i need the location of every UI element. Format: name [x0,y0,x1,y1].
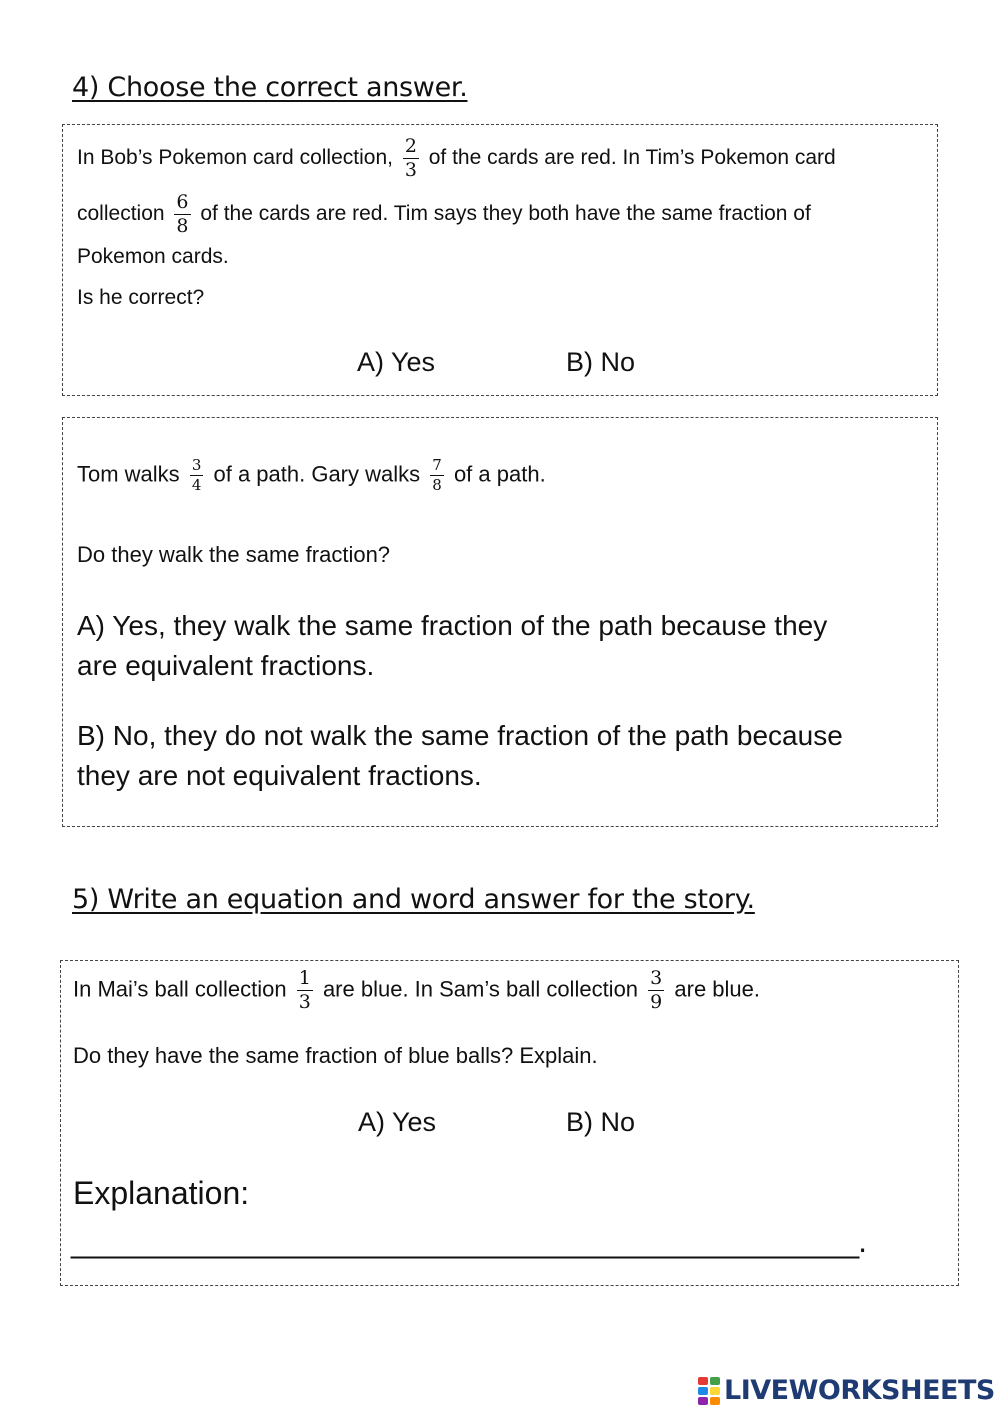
question-box-pokemon [62,124,938,396]
question-text: of a path. Gary walks [213,461,421,487]
answer-option-yes[interactable]: A) Yes [358,1107,437,1137]
fraction-six-eighths [174,193,190,236]
logo-square [698,1377,708,1385]
fraction-two-thirds [403,137,419,180]
liveworksheets-logo [698,1375,995,1406]
question-line-1 [73,969,760,1012]
logo-square [710,1397,720,1405]
fraction-numerator: 3 [191,456,202,474]
liveworksheets-logo-icon [698,1377,720,1405]
question-line-1 [77,458,546,493]
answer-option-yes[interactable]: A) Yes [357,347,436,377]
fraction-denominator: 8 [432,476,442,494]
answer-option-no[interactable]: B) No [566,1107,636,1137]
logo-square [698,1397,708,1405]
fraction-seven-eighths [430,458,444,493]
logo-square [698,1387,708,1395]
answer-option-a-line-2: are equivalent fractions. [77,650,375,681]
question-text: In Bob’s Pokemon card collection, [77,146,393,170]
question-text: are blue. In Sam’s ball collection [322,976,639,1002]
question-line-3: Pokemon cards. [77,245,229,268]
question-prompt: Do they have the same fraction of blue balls? Explain. [73,1043,598,1068]
fraction-numerator: 7 [432,456,442,474]
answer-option-b-line-2: they are not equivalent fractions. [77,760,482,791]
fraction-denominator: 3 [404,159,417,181]
question-text: In Mai’s ball collection [73,976,287,1002]
question-box-balls [60,960,959,1286]
fraction-denominator: 4 [191,476,202,494]
question-text: of the cards are red. In Tim’s Pokemon card [428,146,836,170]
fraction-denominator: 3 [298,991,311,1013]
logo-square [710,1387,720,1395]
explanation-label: Explanation: [73,1175,250,1211]
fraction-numerator: 1 [298,967,311,989]
question-line-1 [77,137,836,180]
question-text: of a path. [453,461,546,487]
fraction-one-third [297,969,313,1012]
fraction-three-quarters [190,458,204,493]
question-prompt: Do they walk the same fraction? [77,542,391,567]
question-text: collection [77,202,165,226]
fraction-numerator: 3 [650,967,663,989]
logo-text: LIVEWORKSHEETS [724,1375,995,1406]
fraction-three-ninths [648,969,664,1012]
logo-square [710,1377,720,1385]
question-text: are blue. [674,976,761,1002]
section-5-heading: 5) Write an equation and word answer for the story. [72,884,755,915]
fraction-denominator: 8 [176,215,189,237]
answer-option-no[interactable]: B) No [566,347,636,377]
question-prompt: Is he correct? [77,286,205,309]
answer-option-a-line-1: A) Yes, they walk the same fraction of the path because they [77,610,828,641]
fraction-numerator: 6 [176,191,189,213]
question-line-2 [77,193,811,236]
fraction-numerator: 2 [404,135,417,157]
question-text: Tom walks [77,461,180,487]
answer-option-b-line-1: B) No, they do not walk the same fraction of the path because [77,720,843,751]
fraction-denominator: 9 [650,991,663,1013]
explanation-answer-line[interactable]: _______________________________________________. [71,1223,866,1259]
section-4-heading: 4) Choose the correct answer. [72,72,468,103]
question-text: of the cards are red. Tim says they both have the same fraction of [200,202,811,226]
question-box-path [62,417,938,827]
